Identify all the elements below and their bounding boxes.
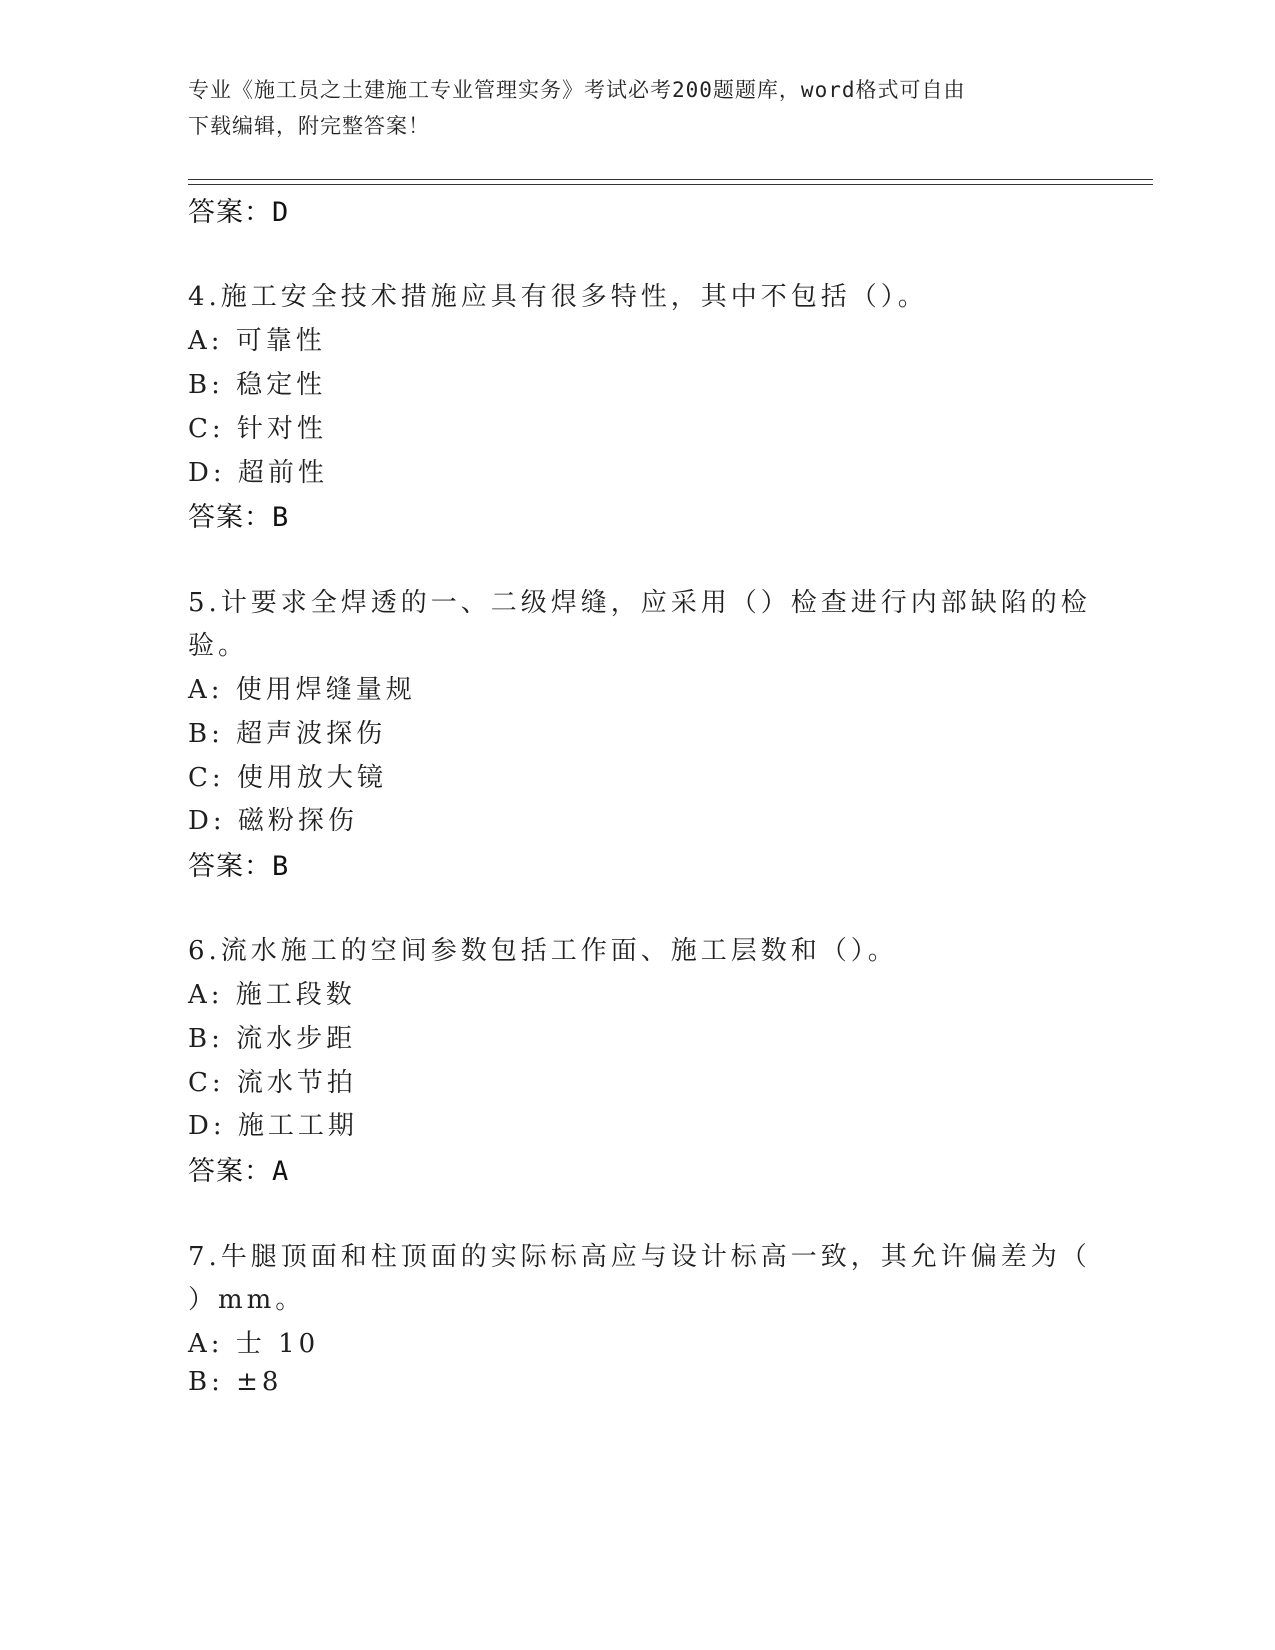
option-a: A: 士 10 [188,1329,320,1359]
header-line-2: 下载编辑，附完整答案！ [188,114,430,138]
header-divider-bottom [188,184,1153,185]
option-a: A: 可靠性 [188,326,326,356]
question-answer: 答案：B [188,502,290,533]
header-line-1: 专业《施工员之土建施工专业管理实务》考试必考200题题库，word格式可自由 [188,78,966,102]
option-a: A: 使用焊缝量规 [188,675,416,705]
option-a: A: 施工段数 [188,980,356,1010]
option-b: B: 流水步距 [188,1024,357,1054]
option-c: C: 流水节拍 [188,1068,357,1098]
option-c: C: 使用放大镜 [188,763,387,793]
previous-answer: 答案：D [188,197,290,228]
option-c: C: 针对性 [188,414,327,444]
option-b: B: 稳定性 [188,370,327,400]
option-b: B: ±8 [188,1367,283,1397]
document-header [188,72,1068,144]
option-b: B: 超声波探伤 [188,719,387,749]
option-d: D: 施工工期 [188,1111,358,1141]
question-stem: 4.施工安全技术措施应具有很多特性，其中不包括（）。 [188,282,928,312]
question-stem: 5.计要求全焊透的一、二级焊缝，应采用（）检查进行内部缺陷的检 [188,588,1091,618]
header-divider-top [188,179,1153,180]
question-stem-continued: 验。 [188,631,249,661]
option-d: D: 超前性 [188,458,328,488]
question-stem: 7.牛腿顶面和柱顶面的实际标高应与设计标高一致，其允许偏差为（ [188,1242,1091,1272]
option-d: D: 磁粉探伤 [188,806,358,836]
question-answer: 答案：B [188,851,290,882]
question-stem: 6.流水施工的空间参数包括工作面、施工层数和（）。 [188,936,898,966]
question-stem-continued: ）mm。 [188,1285,306,1315]
question-answer: 答案：A [188,1156,290,1187]
